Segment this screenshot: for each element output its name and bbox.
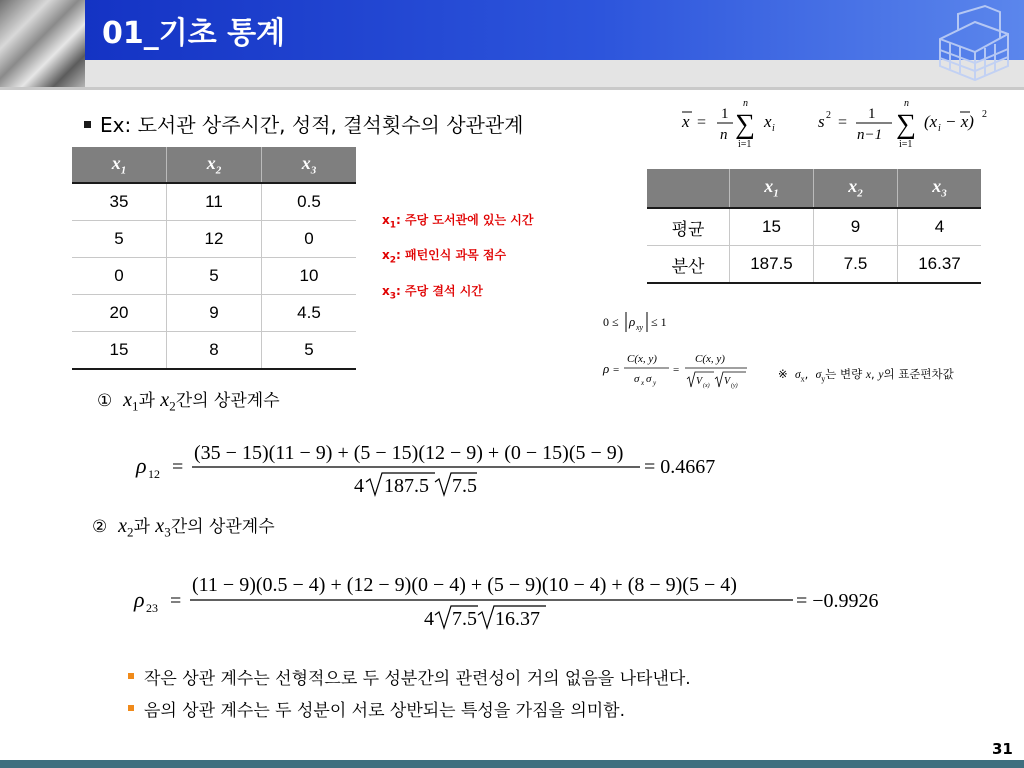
column-header: $x_2$ [814,169,898,208]
column-header: $x_3$ [262,147,357,183]
bullet-square-icon [128,705,134,711]
row-label: 분산 [647,246,730,284]
svg-text:187.5: 187.5 [384,475,429,497]
svg-text:=: = [697,114,707,131]
table-cell: 9 [814,208,898,246]
table-cell: 8 [167,332,262,370]
svg-text:x: x [641,379,645,387]
data-table [72,147,356,370]
table-row [72,332,356,370]
svg-text:xy: xy [636,323,644,332]
header-divider [0,87,1024,90]
column-header: $x_2$ [167,147,262,183]
table-cell: 15 [730,208,814,246]
svg-text:=: = [172,456,184,478]
svg-text:(x: (x [924,112,938,131]
table-cell: 12 [167,221,262,258]
svg-text:7.5: 7.5 [452,475,477,497]
table-row [72,258,356,295]
table-row [72,183,356,221]
table-cell: 7.5 [814,246,898,284]
column-header: $x_1$ [72,147,167,183]
svg-text:y: y [653,379,657,387]
svg-text:s: s [818,112,825,131]
svg-text:=: = [838,114,848,131]
svg-text:i=1: i=1 [738,139,752,150]
table-cell: 15 [72,332,167,370]
table-cell: 0 [262,221,357,258]
sigma-sum-icon: ∑ [735,109,755,140]
sigma-sum-icon: ∑ [896,109,916,140]
legend-item: $x_3$: 주당 결석 시간 [382,283,483,302]
table-cell: 11 [167,183,262,221]
svg-text:σ: σ [634,373,640,385]
rho-bound-formula [601,308,681,338]
svg-text:1: 1 [721,106,729,122]
mean-variance-formulas [660,95,1024,165]
svg-text:x: x [764,112,772,131]
table-row [647,208,981,246]
svg-text:=: = [170,590,182,612]
svg-text:= 0.4667: = 0.4667 [644,456,716,478]
variance-formula [818,98,987,150]
page-title: 01_기초 통계 [102,16,286,51]
svg-text:23: 23 [146,601,158,615]
svg-text:12: 12 [148,467,160,481]
svg-text:i: i [772,123,775,134]
svg-text:x: x [682,112,690,131]
column-header [647,169,730,208]
variable-legend [382,205,533,311]
svg-text:ρ: ρ [603,361,610,376]
svg-text:0 ≤: 0 ≤ [603,315,619,329]
svg-text:i=1: i=1 [899,139,913,150]
svg-text:(11 − 9)(0.5 − 4) + (12 − 9)(0: (11 − 9)(0.5 − 4) + (12 − 9)(0 − 4) + (5 − 9)(10 − 4) + (8 − 9)(5 − 4) [192,574,737,596]
table-cell: 187.5 [730,246,814,284]
svg-text:2: 2 [982,109,987,120]
correlation-23-heading: ② $x_2$과 $x_3$간의 상관계수 [92,515,275,540]
svg-text:− x): − x) [945,112,974,131]
svg-text:4: 4 [354,475,364,497]
svg-text:2: 2 [826,110,831,121]
svg-text:(35 − 15)(11 − 9) + (5 − 15)(1: (35 − 15)(11 − 9) + (5 − 15)(12 − 9) + (0 − 15)(5 − 9) [194,442,624,464]
svg-text:ρ: ρ [136,453,147,478]
svg-text:=: = [673,364,680,376]
table-cell: 5 [262,332,357,370]
table-cell: 5 [167,258,262,295]
correlation-12-equation [132,433,742,503]
table-cell: 4.5 [262,295,357,332]
header-photo [0,0,85,90]
table-cell: 5 [72,221,167,258]
column-header: $x_3$ [898,169,982,208]
svg-text:n−1: n−1 [857,127,883,143]
svg-text:=: = [613,364,620,376]
svg-text:≤ 1: ≤ 1 [651,315,667,329]
table-cell: 0.5 [262,183,357,221]
bullet-square-icon [128,673,134,679]
svg-text:(x): (x) [703,383,710,389]
svg-text:ρ: ρ [134,587,145,612]
mean-formula [681,98,775,150]
table-cell: 20 [72,295,167,332]
table-row [72,221,356,258]
footer-bar [0,760,1024,768]
svg-text:n: n [720,127,728,143]
table-header-row [72,147,356,183]
svg-text:(y): (y) [731,383,738,389]
table-cell: 0 [72,258,167,295]
legend-item: $x_2$: 패턴인식 과목 점수 [382,248,507,266]
svg-text:16.37: 16.37 [495,608,540,630]
table-row [72,295,356,332]
column-header: $x_1$ [730,169,814,208]
note-item: 음의 상관 계수는 두 성분이 서로 상반되는 특성을 가짐을 의미함. [128,696,625,721]
bullet-square-icon [84,121,91,128]
table-cell: 35 [72,183,167,221]
svg-text:ρ: ρ [629,314,636,329]
table-header-row [647,169,981,208]
svg-text:i: i [938,123,941,134]
correlation-12-heading: ① $x_1$과 $x_2$간의 상관계수 [97,389,280,414]
svg-text:C(x, y): C(x, y) [627,353,657,365]
table-cell: 4 [898,208,982,246]
svg-text:7.5: 7.5 [452,608,477,630]
svg-text:1: 1 [868,106,876,122]
legend-item: $x_1$: 주당 도서관에 있는 시간 [382,213,534,231]
row-label: 평균 [647,208,730,246]
building-logo-icon [920,4,1020,84]
section-heading: Ex: 도서관 상주시간, 성적, 결석횟수의 상관관계 [84,109,523,138]
header-strip [85,60,1024,87]
svg-text:V: V [724,376,731,387]
table-cell: 10 [262,258,357,295]
table-cell: 16.37 [898,246,982,284]
table-row [647,246,981,284]
table-cell: 9 [167,295,262,332]
svg-text:V: V [696,376,703,387]
svg-text:n: n [743,98,748,109]
note-item: 작은 상관 계수는 선형적으로 두 성분간의 관련성이 거의 없음을 나타낸다. [128,664,691,689]
svg-text:4: 4 [424,608,434,630]
rho-definition-formula [601,345,766,397]
svg-text:= −0.9926: = −0.9926 [796,590,879,612]
svg-text:n: n [904,98,909,109]
svg-text:σ: σ [646,373,652,385]
statistics-table [647,169,981,284]
correlation-23-equation [130,565,920,635]
sigma-note: ※ $\sigma_x$, $\sigma_y$는 변량 x, y의 표준편차값 [778,367,954,384]
svg-text:C(x, y): C(x, y) [695,353,725,365]
page-number: 31 [992,740,1013,758]
